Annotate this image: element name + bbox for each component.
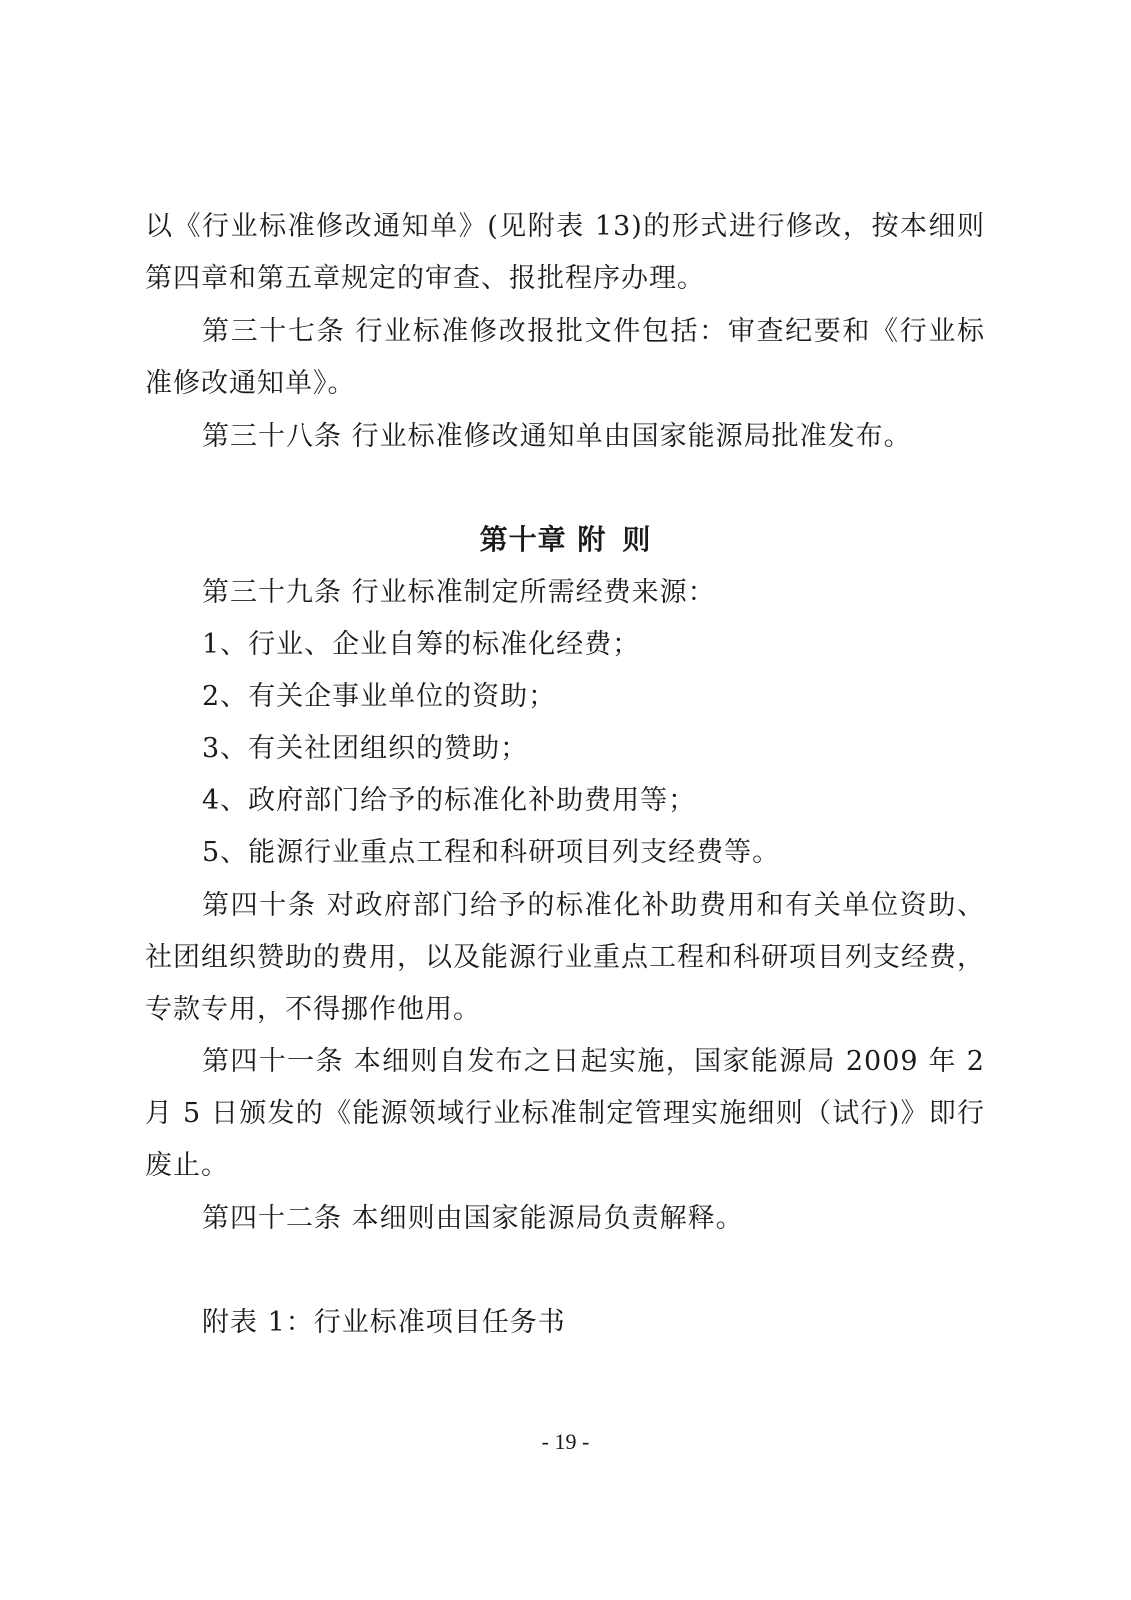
chapter-heading	[0, 520, 1131, 560]
paragraph-line: 月 5 日颁发的《能源领域行业标准制定管理实施细则（试行)》即行	[145, 1098, 985, 1129]
list-item: 4、政府部门给予的标准化补助费用等；	[202, 785, 697, 816]
paragraph-line: 第四章和第五章规定的审查、报批程序办理。	[145, 263, 705, 294]
article-41: 第四十一条 本细则自发布之日起实施，国家能源局 2009 年 2	[202, 1046, 985, 1077]
chapter-heading-title-end: 则	[622, 523, 652, 556]
list-item: 5、能源行业重点工程和科研项目列支经费等。	[202, 837, 781, 868]
page-number: - 19 -	[541, 1429, 590, 1454]
article-42: 第四十二条 本细则由国家能源局负责解释。	[202, 1203, 744, 1234]
list-item: 3、有关社团组织的赞助；	[202, 733, 529, 764]
article-37: 第三十七条 行业标准修改报批文件包括：审查纪要和《行业标	[202, 316, 985, 347]
article-40: 第四十条 对政府部门给予的标准化补助费用和有关单位资助、	[202, 890, 985, 921]
paragraph-line: 社团组织赞助的费用，以及能源行业重点工程和科研项目列支经费，	[145, 942, 985, 973]
article-39: 第三十九条 行业标准制定所需经费来源：	[202, 577, 716, 608]
paragraph-line: 专款专用，不得挪作他用。	[145, 994, 481, 1025]
appendix-reference: 附表 1：行业标准项目任务书	[202, 1307, 566, 1338]
paragraph-line: 准修改通知单》。	[145, 368, 356, 399]
list-item: 1、行业、企业自筹的标准化经费；	[202, 629, 641, 660]
list-item: 2、有关企事业单位的资助；	[202, 681, 557, 712]
chapter-heading-title: 第十章 附	[479, 523, 607, 556]
article-38: 第三十八条 行业标准修改通知单由国家能源局批准发布。	[202, 421, 912, 452]
paragraph-line: 废止。	[145, 1150, 229, 1181]
paragraph-line: 以《行业标准修改通知单》(见附表 13)的形式进行修改，按本细则	[145, 211, 985, 242]
